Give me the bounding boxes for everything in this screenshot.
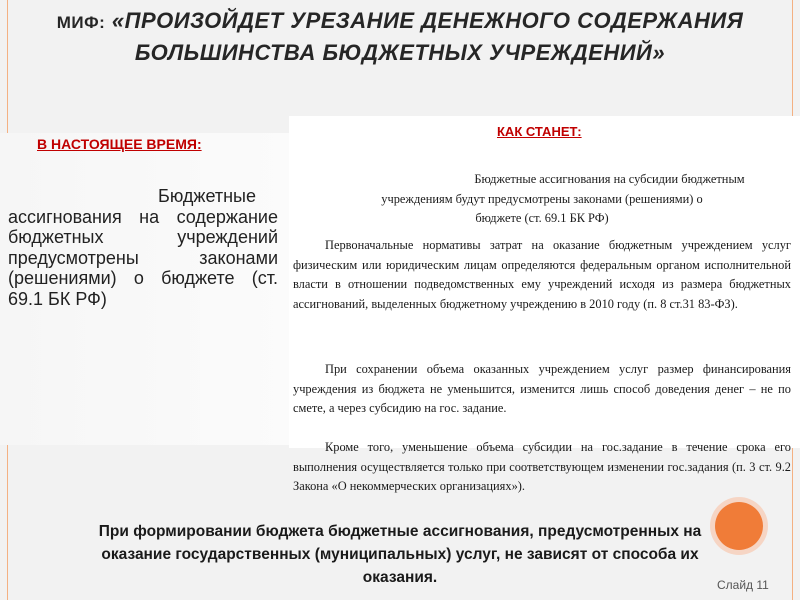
right-paragraph-1 [293,170,791,229]
right-paragraph-3: При сохранении объема оказанных учреждением услуг размер финансирования учреждения из бюджета не уменьшится, изменится лишь способ доведения денег – не по смете, а через субсидию на гос. задание. [293,362,791,415]
slide-title [40,6,760,68]
p1-line-1: Бюджетные ассигнования на субсидии бюджетным [474,172,745,186]
footer-line-2: оказание государственных (муниципальных) услуг, не зависят от способа их [101,546,699,563]
title-main: «ПРОИЗОЙДЕТ УРЕЗАНИЕ ДЕНЕЖНОГО СОДЕРЖАНИЯ БОЛЬШИНСТВА БЮДЖЕТНЫХ УЧРЕЖДЕНИЙ» [111,8,744,65]
left-heading: В НАСТОЯЩЕЕ ВРЕМЯ: [37,136,202,152]
footer-line-3: оказания. [362,569,438,586]
right-paragraph-2: Первоначальные нормативы затрат на оказание бюджетным учреждением услуг физическим или юридическим лицам определяются федеральным органом исполнительной власти в отношении подведомственных ему учреждений исходя из размера бюджетных ассигнований, выделенных бюджетному учреждению в 2010 году (п. 8 ст.31 83-ФЗ). [293,238,791,311]
p1-line-3: бюджете (ст. 69.1 БК РФ) [475,211,609,225]
left-body-text: Бюджетные ассигнования на содержание бюджетных учреждений предусмотрены законами (решениями) о бюджете (ст. 69.1 БК РФ) [8,186,278,309]
title-prefix: МИФ: [56,13,106,32]
right-paragraph-4: Кроме того, уменьшение объема субсидии на гос.задание в течение срока его выполнения осуществляется только при соответствующем изменении гос.задания (п. 3 ст. 9.2 Закона «О некоммерческих организациях»). [293,440,791,493]
footer-line-1: При формировании бюджета бюджетные ассигнования, предусмотренных на [98,523,702,540]
p1-line-2: учреждениям будут предусмотрены законами (решениями) о [381,191,703,206]
right-heading: КАК СТАНЕТ: [497,124,582,139]
slide-number: Слайд 11 [717,578,769,592]
footer-statement [0,520,800,589]
